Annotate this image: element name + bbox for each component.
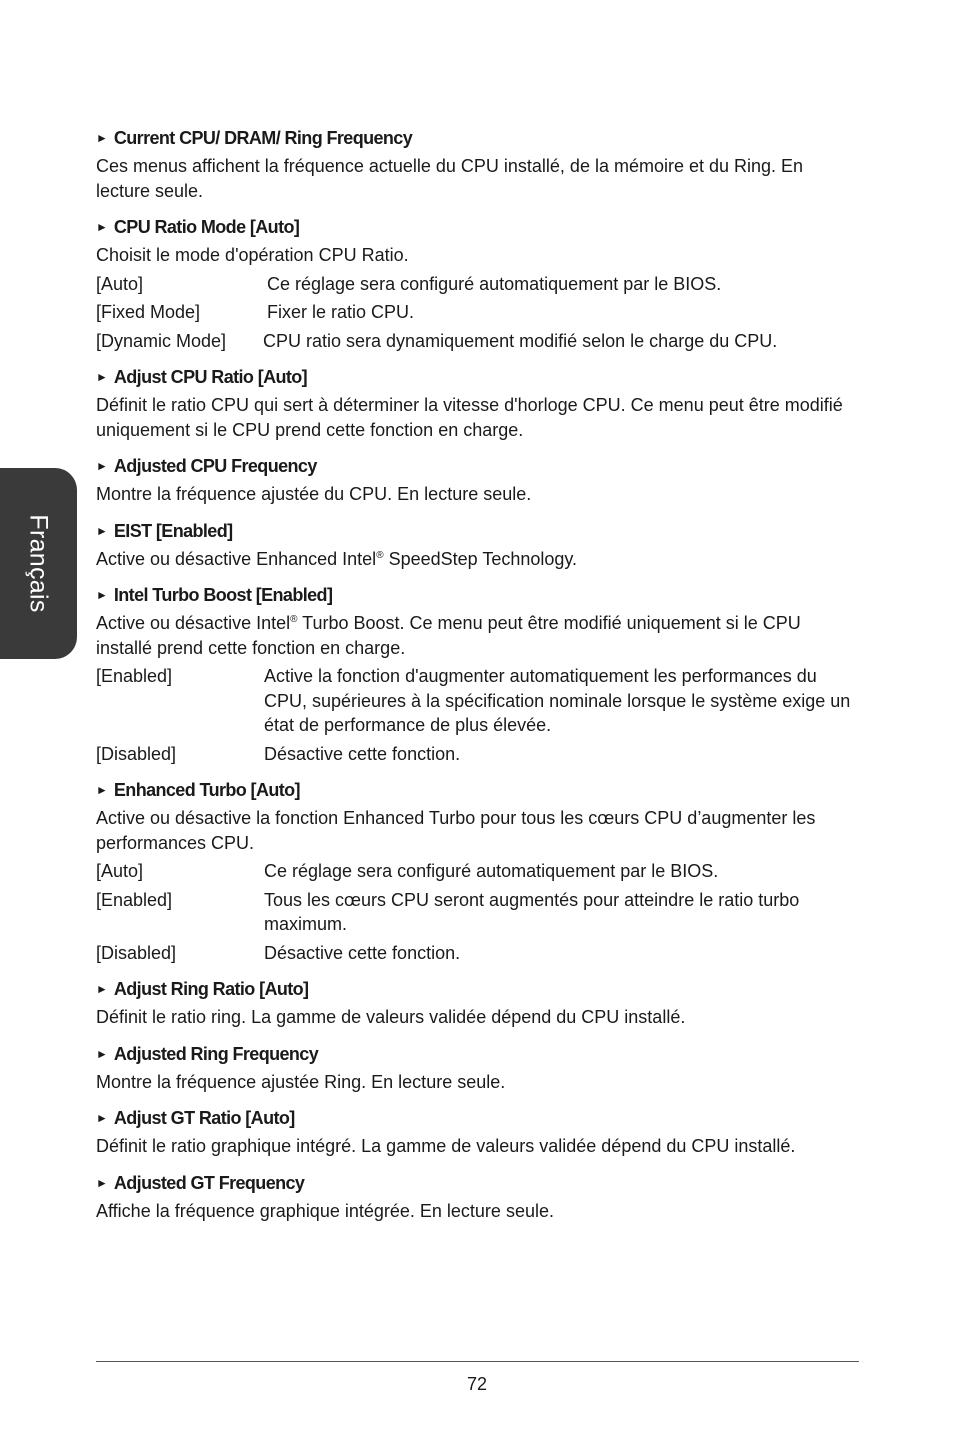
- triangle-bullet-icon: ►: [96, 459, 108, 473]
- option-row: [96, 742, 860, 767]
- option-value: Ce réglage sera configuré automatiquement par le BIOS.: [264, 861, 719, 881]
- section-heading: ► Adjust CPU Ratio [Auto]: [96, 367, 308, 387]
- section-heading: ► Intel Turbo Boost [Enabled]: [96, 585, 333, 605]
- section-adjusted-gt-frequency: [96, 1171, 860, 1224]
- section-intel-turbo-boost: [96, 583, 860, 766]
- option-key: [Disabled]: [96, 942, 177, 963]
- section-heading: ► Enhanced Turbo [Auto]: [96, 780, 300, 800]
- option-row: [96, 300, 860, 325]
- triangle-bullet-icon: ►: [96, 1175, 108, 1190]
- option-value: Fixer le ratio CPU.: [267, 302, 415, 322]
- option-row: [96, 888, 860, 937]
- section-description: Choisit le mode d'opération CPU Ratio.: [96, 245, 409, 265]
- option-row: [96, 272, 860, 297]
- option-key: [Enabled]: [96, 889, 173, 910]
- page-content: [96, 126, 860, 1235]
- option-key: [Dynamic Mode]: [96, 330, 227, 351]
- section-eist: [96, 519, 860, 572]
- section-heading: ► Adjusted CPU Frequency: [96, 456, 317, 476]
- triangle-bullet-icon: ►: [96, 131, 108, 145]
- triangle-bullet-icon: ►: [96, 1046, 108, 1061]
- section-current-frequency: [96, 126, 860, 203]
- section-heading: ► EIST [Enabled]: [96, 520, 233, 541]
- option-value: CPU ratio sera dynamiquement modifié selon le charge du CPU.: [263, 330, 778, 351]
- option-row: [96, 941, 860, 966]
- option-value: Ce réglage sera configuré automatiquement par le BIOS.: [267, 273, 722, 294]
- section-adjusted-cpu-frequency: [96, 454, 860, 507]
- section-enhanced-turbo: [96, 778, 860, 965]
- section-adjust-gt-ratio: [96, 1106, 860, 1159]
- option-key: [Fixed Mode]: [96, 302, 201, 322]
- option-key: [Auto]: [96, 861, 144, 881]
- side-tab-label: Français: [25, 514, 54, 613]
- section-description: Définit le ratio graphique intégré. La gamme de valeurs validée dépend du CPU installé.: [96, 1136, 796, 1156]
- section-adjusted-ring-frequency: [96, 1042, 860, 1095]
- section-description: Montre la fréquence ajustée du CPU. En lecture seule.: [96, 484, 532, 504]
- option-value: Désactive cette fonction.: [264, 942, 461, 963]
- section-heading: ► CPU Ratio Mode [Auto]: [96, 217, 300, 237]
- section-cpu-ratio-mode: [96, 215, 860, 353]
- option-value: Active la fonction d'augmenter automatiquement les performances du CPU, supérieures à la spécification nominale lorsque le système exige un état de performance de plus élevée.: [264, 666, 851, 735]
- registered-mark: ®: [376, 549, 384, 561]
- triangle-bullet-icon: ►: [96, 783, 108, 797]
- section-description: Active ou désactive Enhanced Intel® SpeedStep Technology.: [96, 548, 578, 569]
- section-description: Affiche la fréquence graphique intégrée. En lecture seule.: [96, 1200, 554, 1221]
- triangle-bullet-icon: ►: [96, 370, 108, 384]
- section-heading: ► Adjust GT Ratio [Auto]: [96, 1108, 295, 1128]
- section-adjust-cpu-ratio: [96, 365, 860, 442]
- section-description: Définit le ratio ring. La gamme de valeurs validée dépend du CPU installé.: [96, 1007, 686, 1027]
- option-row: [96, 859, 860, 884]
- triangle-bullet-icon: ►: [96, 1111, 108, 1125]
- triangle-bullet-icon: ►: [96, 982, 108, 996]
- triangle-bullet-icon: ►: [96, 220, 108, 234]
- language-side-tab: [0, 468, 77, 659]
- section-adjust-ring-ratio: [96, 977, 860, 1030]
- section-description: Montre la fréquence ajustée Ring. En lecture seule.: [96, 1071, 506, 1092]
- registered-mark: ®: [290, 614, 298, 625]
- option-key: [Auto]: [96, 273, 144, 294]
- section-heading: ► Adjusted Ring Frequency: [96, 1043, 319, 1064]
- page-number: 72: [466, 1374, 488, 1394]
- option-key: [Enabled]: [96, 666, 173, 686]
- section-heading: ► Current CPU/ DRAM/ Ring Frequency: [96, 128, 413, 148]
- triangle-bullet-icon: ►: [96, 523, 108, 538]
- section-description: Active ou désactive Intel® Turbo Boost. Ce menu peut être modifié uniquement si le CPU installé prend cette fonction en charge.: [96, 613, 801, 658]
- footer-divider: [96, 1361, 859, 1362]
- section-heading: ► Adjusted GT Frequency: [96, 1172, 305, 1193]
- option-key: [Disabled]: [96, 743, 177, 764]
- option-value: Désactive cette fonction.: [264, 743, 461, 764]
- section-heading: ► Adjust Ring Ratio [Auto]: [96, 979, 309, 999]
- section-description: Active ou désactive la fonction Enhanced Turbo pour tous les cœurs CPU d’augmenter les performances CPU.: [96, 808, 816, 853]
- option-row: [96, 329, 860, 354]
- section-description: Ces menus affichent la fréquence actuelle du CPU installé, de la mémoire et du Ring. En lecture seule.: [96, 156, 804, 201]
- option-value: Tous les cœurs CPU seront augmentés pour atteindre le ratio turbo maximum.: [264, 889, 800, 934]
- triangle-bullet-icon: ►: [96, 588, 108, 602]
- section-description: Définit le ratio CPU qui sert à déterminer la vitesse d'horloge CPU. Ce menu peut être modifié uniquement si le CPU prend cette fonction en charge.: [96, 395, 843, 440]
- option-row: [96, 664, 860, 738]
